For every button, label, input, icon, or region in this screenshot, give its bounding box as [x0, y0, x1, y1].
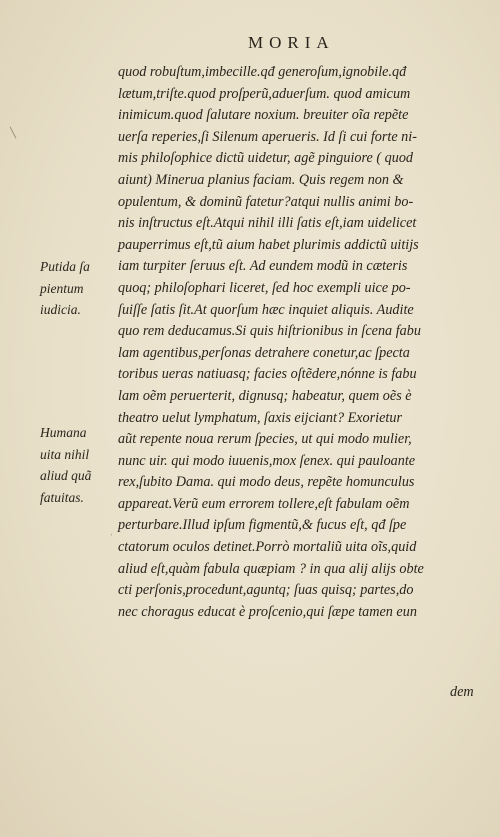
text-line: iam turpiter ſeruus eſt. Ad eundem modũ in cæteris — [118, 258, 408, 275]
catchword: dem — [450, 684, 474, 700]
text-line: aiunt) Minerua planius faciam. Quis regem non & — [118, 171, 404, 188]
text-line: theatro uelut lymphatum, ſaxis eijciant? Exorietur — [118, 409, 402, 426]
margin-mark: ˌ — [110, 525, 114, 536]
text-line: inimicum.quod ſalutare noxium. breuiter oĩa repẽte — [118, 107, 409, 124]
text-line: aliud eſt,quàm fabula quæpiam ? in qua alij alijs obte — [118, 560, 424, 577]
text-line: appareat.Verũ eum errorem tollere,eſt fabulam oẽm — [118, 495, 410, 512]
text-line: cti perſonis,procedunt,aguntq; ſuas quisq; partes,do — [118, 582, 414, 599]
marginal-note-line: iudicia. — [40, 302, 81, 318]
marginal-note-line: Putida ſa — [40, 259, 90, 274]
main-text-block — [118, 62, 490, 623]
text-line: ctatorum oculos detinet.Porrò mortaliũ uita oĩs,quid — [118, 539, 417, 556]
text-line: ſuiſſe ſatis ſit.At quorſum hæc inquiet aliquis. Audite — [118, 301, 414, 318]
marginal-note-line: uita nihil — [40, 446, 90, 462]
text-line: opulentum, & dominũ fatetur?atqui nullis animi bo- — [118, 193, 414, 210]
text-line: pauperrimus eſt,tũ aium habet plurimis addictũ uitijs — [118, 236, 419, 253]
text-line: quo rem deducamus.Si quis hiſtrionibus in ſcena fabu — [118, 323, 421, 340]
margin-mark: ╲ — [10, 128, 17, 139]
text-line: toribus ueras natiuasq; facies oſtẽdere,nónne is fabu — [118, 366, 417, 383]
text-line: quoq; philoſophari liceret, ſed hoc exempli uice po- — [118, 279, 411, 296]
marginal-note-line: fatuitas. — [40, 489, 84, 505]
text-line: nec choragus educat è proſcenio,qui ſæpe tamen eun — [118, 603, 417, 620]
text-line: lam oẽm peruerterit, dignusq; habeatur, quem oẽs è — [118, 387, 412, 404]
text-line: uerſa reperies,ſi Silenum aperueris. Id ſi cui forte ni- — [118, 128, 417, 145]
text-line: mis philoſophice dictũ uidetur, agẽ pinguiore ( quod — [118, 150, 414, 167]
text-line: quod robuſtum,imbecille.qđ generoſum,ignobile.qđ — [118, 64, 407, 80]
text-line: nunc uir. qui modo iuuenis,mox ſenex. qui pauloante — [118, 452, 416, 469]
text-line: aũt repente noua rerum ſpecies, ut qui modo mulier, — [118, 431, 412, 448]
text-line: lætum,triſte.quod proſperũ,aduerſum. quod amicum — [118, 85, 411, 102]
text-line: rex,ſubito Dama. qui modo deus, repẽte homunculus — [118, 474, 415, 491]
text-line: perturbare.Illud ipſum figmentũ,& fucus eſt, qđ ſpe — [118, 517, 407, 534]
marginal-note-humana — [40, 422, 110, 508]
marginal-note-line: Humana — [40, 425, 87, 440]
marginal-note-line: pientum — [40, 280, 84, 296]
marginal-note-putida — [40, 256, 110, 321]
running-title: MORIA — [248, 33, 335, 52]
text-line: nis inſtructus eſt.Atqui nihil illi ſatis eſt,iam uidelicet — [118, 215, 417, 232]
marginal-note-line: aliud quã — [40, 468, 92, 484]
text-line: lam agentibus,perſonas detrahere conetur,ac ſpecta — [118, 344, 410, 361]
